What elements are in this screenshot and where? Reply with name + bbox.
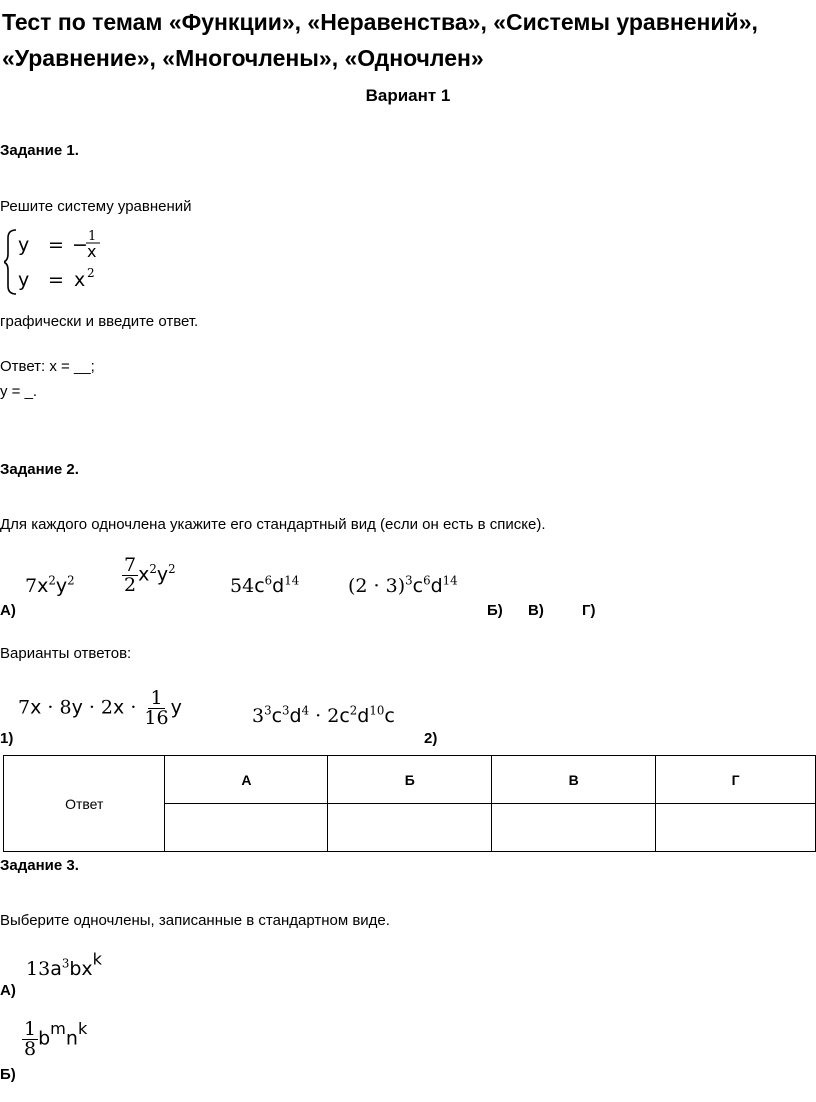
column-header-a: А (165, 756, 328, 804)
answer-cell-g[interactable] (656, 804, 816, 852)
option-1-label: 1) (0, 730, 14, 747)
task3-label-b: Б) (0, 1066, 16, 1083)
task1-heading: Задание 1. (0, 142, 79, 159)
answer-cell-a[interactable] (165, 804, 328, 852)
label-g: Г) (582, 602, 596, 619)
task3-label-a: А) (0, 982, 16, 999)
svg-text:x: x (74, 269, 86, 291)
variants-heading: Варианты ответов: (0, 645, 132, 662)
option-1-expression: 7x · 8y · 2x · $\frac{1}{16}$ y (18, 687, 182, 729)
option-2-expression: $3^3c^3d^4 \cdot 2c^2d^{10}c$ (252, 703, 395, 727)
task3-prompt: Выберите одночлены, записанные в стандартном виде. (0, 912, 390, 929)
svg-text:−: − (72, 234, 88, 256)
svg-text:=: = (48, 269, 64, 291)
svg-text:1: 1 (88, 229, 97, 244)
svg-text:2: 2 (87, 266, 95, 280)
task3-monomial-b: $\frac{1}{8}$ $b^mn^k$ (24, 1018, 88, 1060)
svg-text:x: x (87, 242, 97, 261)
task2-prompt: Для каждого одночлена укажите его стандартный вид (если он есть в списке). (0, 516, 546, 533)
column-header-g: Г (656, 756, 816, 804)
monomial-a: $7x^2y^2$ (25, 573, 75, 597)
svg-text:y: y (18, 269, 30, 291)
task3-heading: Задание 3. (0, 857, 79, 874)
page-title: Тест по темам «Функции», «Неравенства», «Системы уравнений», «Уравнение», «Многочлены», «Одночлен» (2, 9, 758, 71)
answer-row-label: Ответ (4, 756, 165, 852)
column-header-b: Б (328, 756, 492, 804)
task3-monomial-a: $13a^3bx^k$ (26, 949, 103, 980)
answer-cell-b[interactable] (328, 804, 492, 852)
svg-text:=: = (48, 234, 64, 256)
label-v: В) (528, 602, 544, 619)
answer-cell-v[interactable] (492, 804, 656, 852)
label-a: А) (0, 602, 16, 619)
task1-instruction: графически и введите ответ. (0, 313, 199, 330)
monomial-d: $(2 \cdot 3)^3c^6d^{14}$ (348, 573, 458, 597)
column-header-v: В (492, 756, 656, 804)
variant-heading: Вариант 1 (365, 86, 451, 105)
label-b: Б) (487, 602, 503, 619)
monomial-c: $54c^6d^{14}$ (230, 573, 300, 597)
task1-prompt: Решите систему уравнений (0, 198, 192, 215)
task2-heading: Задание 2. (0, 461, 79, 478)
answer-x: Ответ: x = __; (0, 358, 95, 375)
option-2-label: 2) (424, 730, 438, 747)
monomial-b: $\frac{7}{2}$ $x^2y^2$ (124, 554, 176, 596)
equation-system (4, 226, 124, 298)
svg-text:y: y (18, 234, 30, 256)
answer-y: y = _. (0, 383, 38, 400)
answer-table (3, 755, 816, 852)
